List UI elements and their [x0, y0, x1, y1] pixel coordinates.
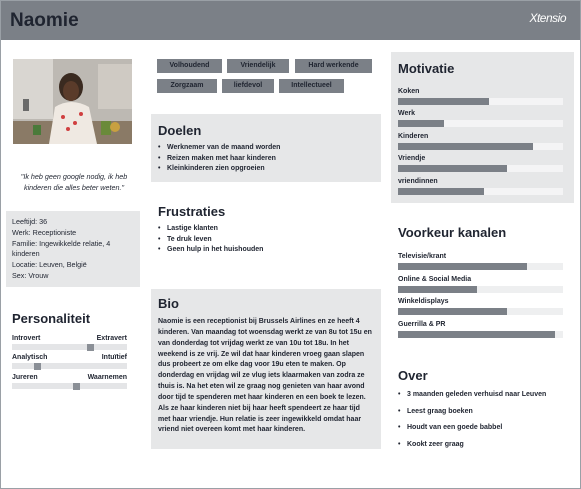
channel-track — [398, 331, 563, 338]
brand-logo: Xtensio — [529, 11, 566, 25]
trait-tag: Vriendelijk — [227, 59, 289, 73]
info-location: Locatie: Leuven, België — [12, 260, 87, 270]
motivation-row — [398, 178, 563, 195]
frustrations-title: Frustraties — [158, 204, 226, 219]
channel-fill — [398, 263, 527, 270]
trait-tag: Volhoudend — [157, 59, 222, 73]
channel-track — [398, 308, 563, 315]
motivation-track — [398, 165, 563, 172]
motivation-track — [398, 98, 563, 105]
motivation-row — [398, 133, 563, 150]
goals-panel — [151, 114, 381, 182]
motivation-track — [398, 143, 563, 150]
channel-fill — [398, 331, 555, 338]
bio-paragraph: Als ze haar kinderen niet bij haar heeft spendeert ze haar tijd met haar vriendje. Hun relatie is zeer ingewikkeld omdat haar vriend niet overeen komt met haar kinderen. — [158, 404, 362, 434]
slider-knob — [34, 363, 41, 370]
info-age: Leeftijd: 36 — [12, 217, 48, 226]
motivation-label: Koken — [398, 88, 420, 95]
info-sex: Sex: Vrouw — [12, 270, 49, 280]
slider-track — [12, 344, 127, 350]
personality-slider-introvert — [12, 335, 127, 350]
motivation-label: Werk — [398, 110, 415, 117]
motivation-fill — [398, 165, 507, 172]
channel-label: Guerrilla & PR — [398, 321, 446, 328]
info-box — [6, 211, 140, 287]
motivation-fill — [398, 98, 489, 105]
goal-item: • Reizen maken met haar kinderen — [158, 154, 374, 165]
channel-row — [398, 298, 563, 315]
trait-tag: Hard werkende — [295, 59, 372, 73]
channel-row — [398, 276, 563, 293]
persona-photo — [13, 59, 132, 144]
channel-row — [398, 321, 563, 338]
slider-right-label: Intuïtief — [101, 354, 127, 361]
frustration-item: • Te druk leven — [158, 235, 378, 246]
trait-tag: Zorgzaam — [157, 79, 217, 93]
motivation-row — [398, 155, 563, 172]
bio-panel — [151, 289, 381, 449]
motivation-title: Motivatie — [398, 61, 455, 76]
motivation-label: Kinderen — [398, 133, 429, 140]
persona-quote: "Ik heb geen google nodig, ik heb kinderen die alles beter weten." — [20, 172, 128, 193]
motivation-label: Vriendje — [398, 155, 426, 162]
motivation-fill — [398, 143, 533, 150]
info-job: Werk: Receptioniste — [12, 227, 77, 237]
channel-row — [398, 253, 563, 270]
channel-label: Televisie/krant — [398, 253, 447, 260]
slider-track — [12, 363, 127, 369]
slider-knob — [73, 383, 80, 390]
header-bar — [1, 1, 580, 40]
info-family: Familie: Ingewikkelde relatie, 4 kinderen — [12, 238, 111, 259]
about-item: • Kookt zeer graag — [398, 440, 570, 451]
goal-item: • Werknemer van de maand worden — [158, 143, 374, 154]
slider-left-label: Introvert — [12, 335, 41, 342]
motivation-fill — [398, 188, 484, 195]
motivation-track — [398, 120, 563, 127]
channel-fill — [398, 286, 477, 293]
slider-track — [12, 383, 127, 389]
trait-tag: liefdevol — [222, 79, 274, 93]
channel-track — [398, 263, 563, 270]
bio-title: Bio — [158, 296, 179, 311]
motivation-row — [398, 88, 563, 105]
slider-knob — [87, 344, 94, 351]
channels-title: Voorkeur kanalen — [398, 225, 507, 240]
trait-tag: Intellectueel — [279, 79, 344, 93]
about-item: • Leest graag boeken — [398, 407, 570, 418]
about-item: • 3 maanden geleden verhuisd naar Leuven — [398, 390, 570, 401]
slider-left-label: Jureren — [12, 374, 38, 381]
goal-item: • Kleinkinderen zien opgroeien — [158, 164, 374, 175]
frustration-item: • Lastige klanten — [158, 224, 378, 235]
channel-track — [398, 286, 563, 293]
motivation-row — [398, 110, 563, 127]
slider-left-label: Analytisch — [12, 354, 48, 361]
about-title: Over — [398, 368, 428, 383]
slider-right-label: Waarnemen — [87, 374, 127, 381]
frustrations-section — [158, 204, 378, 256]
personality-title: Personaliteit — [12, 311, 91, 326]
motivation-label: vriendinnen — [398, 178, 438, 185]
motivation-fill — [398, 120, 444, 127]
slider-right-label: Extravert — [96, 335, 127, 342]
channel-label: Online & Social Media — [398, 276, 472, 283]
personality-slider-analytisch — [12, 354, 127, 369]
motivation-track — [398, 188, 563, 195]
personality-slider-jureren — [12, 374, 127, 389]
persona-name: Naomie — [10, 10, 79, 31]
about-item: • Houdt van een goede babbel — [398, 423, 570, 434]
bio-paragraph: Naomie is een receptionist bij Brussels Airlines en ze heeft 4 kinderen. Van maandag tot woensdag werkt ze van 8u tot 15u en van donderdag tot vrijdag werkt ze van 10u tot 18u. In het weekend is ze vrij. Ze wil dat haar kinderen vroeg gaan slapen dus probeert ze om elke dag voor 19u eten te maken. Op donderdag en vrijdag wil ze vlug iets klaarmaken van zodra ze thuis is. Na het eten wil ze graag nog genieten van haar avond door tijd te spenderen met haar kinderen en een boek te lezen. — [158, 318, 372, 401]
channel-fill — [398, 308, 507, 315]
goals-title: Doelen — [158, 123, 202, 138]
frustration-item: • Geen hulp in het huishouden — [158, 245, 378, 256]
about-section — [398, 368, 570, 456]
channel-label: Winkeldisplays — [398, 298, 449, 305]
